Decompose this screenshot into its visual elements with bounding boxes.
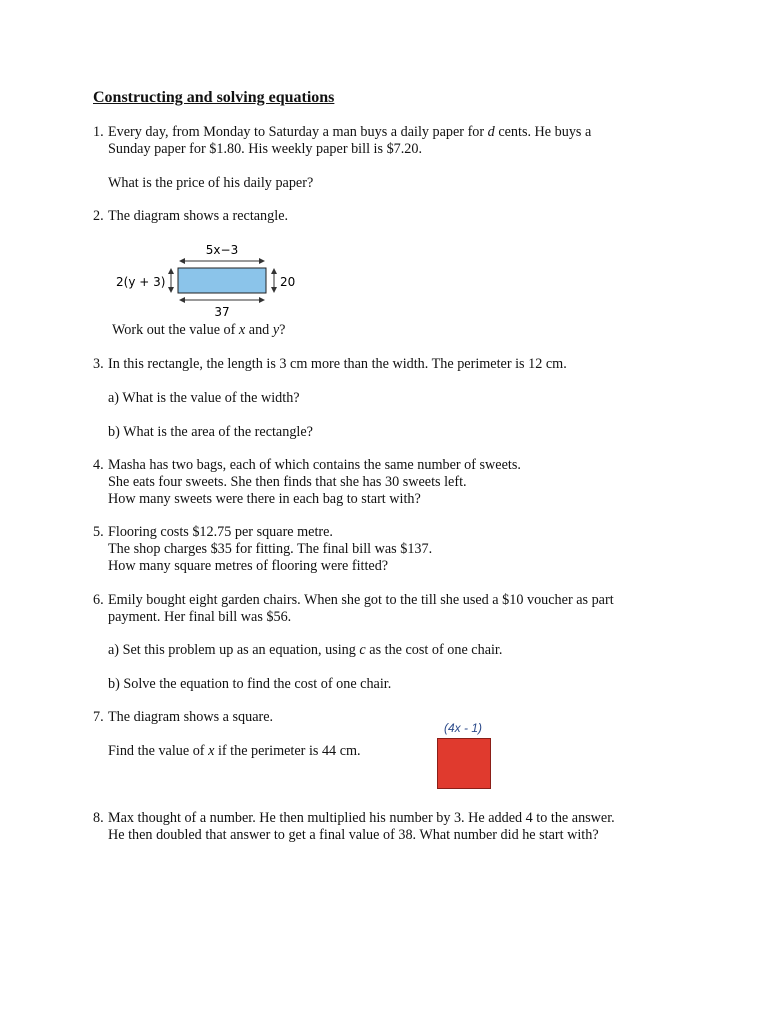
question-5-number: 5. bbox=[93, 524, 104, 540]
q1-text-a: Every day, from Monday to Saturday a man buys a daily paper for bbox=[108, 124, 488, 140]
question-7-text: The diagram shows a square. bbox=[108, 709, 274, 725]
question-6-line-2: payment. Her final bill was $56. bbox=[108, 609, 292, 625]
question-5-line-2: The shop charges $35 for fitting. The final bill was $137. bbox=[108, 541, 433, 557]
q2-text-a: Work out the value of bbox=[112, 322, 239, 338]
q6-part-a-text-1: a) Set this problem up as an equation, using bbox=[108, 642, 360, 658]
question-2-question bbox=[112, 322, 285, 339]
question-4-line-3: How many sweets were there in each bag to start with? bbox=[108, 491, 421, 507]
q2-text-end: ? bbox=[279, 322, 286, 338]
right-dimension-label: 20 bbox=[280, 275, 296, 289]
q2-text-and: and bbox=[245, 322, 273, 338]
q6-part-a-text-2: as the cost of one chair. bbox=[365, 642, 503, 658]
question-6-number: 6. bbox=[93, 592, 104, 608]
question-8-line-2: He then doubled that answer to get a final value of 38. What number did he start with? bbox=[108, 827, 599, 843]
question-2-number: 2. bbox=[93, 208, 104, 224]
question-4-number: 4. bbox=[93, 457, 104, 473]
page-title: Constructing and solving equations bbox=[93, 89, 335, 106]
question-8-number: 8. bbox=[93, 810, 104, 826]
question-1-number: 1. bbox=[93, 124, 104, 140]
question-8-line-1: Max thought of a number. He then multiplied his number by 3. He added 4 to the answer. bbox=[108, 810, 615, 826]
question-1-line-1 bbox=[108, 124, 591, 141]
question-6-part-a bbox=[108, 642, 502, 659]
question-6-part-b: b) Solve the equation to find the cost of one chair. bbox=[108, 676, 392, 692]
q7-text-b: if the perimeter is 44 cm. bbox=[214, 743, 361, 759]
square-side-label: (4x - 1) bbox=[444, 721, 483, 735]
q7-text-a: Find the value of bbox=[108, 743, 209, 759]
question-7-question bbox=[108, 743, 361, 760]
question-6-line-1: Emily bought eight garden chairs. When she got to the till she used a $10 voucher as part bbox=[108, 592, 614, 608]
square-diagram bbox=[437, 738, 491, 789]
question-7-number: 7. bbox=[93, 709, 104, 725]
question-4-line-2: She eats four sweets. She then finds that she has 30 sweets left. bbox=[108, 474, 467, 490]
q2-var-y: y bbox=[272, 322, 280, 338]
question-2-text: The diagram shows a rectangle. bbox=[108, 208, 289, 224]
rectangle-diagram bbox=[110, 236, 310, 324]
question-3-part-b: b) What is the area of the rectangle? bbox=[108, 424, 313, 440]
q7-var-x: x bbox=[208, 743, 215, 759]
left-dimension-label: 2(y + 3) bbox=[116, 275, 166, 289]
question-3-text: In this rectangle, the length is 3 cm more than the width. The perimeter is 12 cm. bbox=[108, 356, 567, 372]
diagram-rectangle bbox=[178, 268, 266, 293]
bottom-dimension-label: 37 bbox=[214, 305, 230, 319]
question-1-line-2: Sunday paper for $1.80. His weekly paper bill is $7.20. bbox=[108, 141, 423, 157]
question-5-line-3: How many square metres of flooring were fitted? bbox=[108, 558, 389, 574]
question-1-question: What is the price of his daily paper? bbox=[108, 175, 314, 191]
question-4-line-1: Masha has two bags, each of which contains the same number of sweets. bbox=[108, 457, 521, 473]
q6-var-c: c bbox=[359, 642, 366, 658]
question-5-line-1: Flooring costs $12.75 per square metre. bbox=[108, 524, 333, 540]
q2-var-x: x bbox=[238, 322, 246, 338]
question-3-part-a: a) What is the value of the width? bbox=[108, 390, 300, 406]
top-dimension-label: 5x−3 bbox=[205, 243, 239, 257]
q1-text-b: cents. He buys a bbox=[494, 124, 592, 140]
q1-var-d: d bbox=[487, 124, 495, 140]
question-3-number: 3. bbox=[93, 356, 104, 372]
